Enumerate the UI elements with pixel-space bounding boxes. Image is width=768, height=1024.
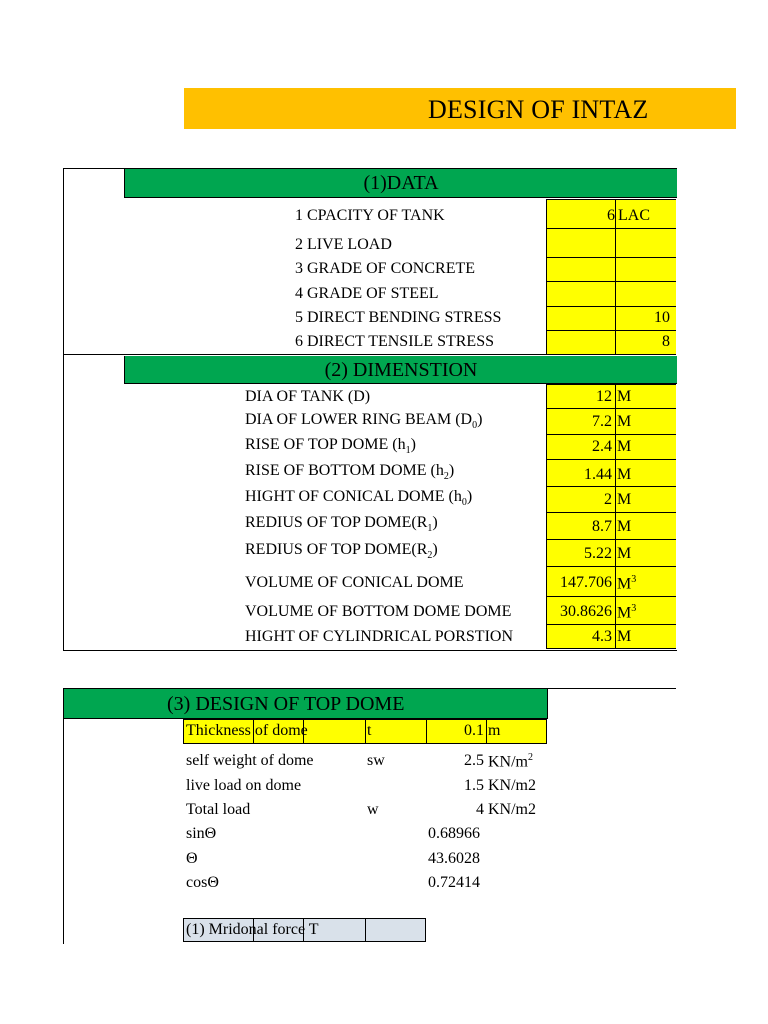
thickness-unit: m — [488, 722, 501, 739]
dimension-unit: M — [617, 388, 632, 405]
thickness-value: 0.1 — [464, 722, 484, 739]
grid-line — [546, 512, 676, 513]
section-header-dimension: (2) DIMENSTION — [124, 356, 677, 384]
section-header-top-dome: (3) DESIGN OF TOP DOME — [64, 689, 548, 719]
grid-line — [546, 228, 676, 229]
load-label: live load on dome — [186, 777, 302, 794]
dimension-unit: M — [617, 545, 632, 562]
dimension-value: 30.8626 — [560, 603, 612, 620]
dimension-label: HIGHT OF CYLINDRICAL PORSTION — [245, 628, 514, 645]
row-number: 6 — [295, 333, 307, 350]
trig-label: Θ — [186, 850, 198, 867]
row-unit: LAC — [618, 207, 650, 224]
load-value: 1.5 — [464, 777, 484, 794]
dimension-value: 12 — [596, 388, 612, 405]
data-row — [295, 333, 675, 353]
page-title: DESIGN OF INTAZ — [428, 95, 649, 124]
row-label: DIRECT BENDING STRESS — [307, 309, 502, 326]
dimension-unit: M — [617, 518, 632, 535]
grid-line — [546, 539, 676, 540]
dimension-label: REDIUS OF TOP $DOME(R_1)$ — [245, 514, 438, 535]
trig-value: 0.72414 — [428, 874, 480, 891]
row-number: 1 — [295, 207, 307, 224]
trig-label: sinΘ — [186, 825, 217, 842]
dimension-label: REDIUS OF TOP $DOME(R_2)$ — [245, 541, 438, 562]
data-row — [295, 309, 675, 329]
row-label: GRADE OF STEEL — [307, 285, 439, 302]
load-unit: KN/m2 — [488, 777, 536, 794]
grid-line — [546, 434, 676, 435]
trig-label: cosΘ — [186, 874, 219, 891]
row-label: LIVE LOAD — [307, 236, 392, 253]
dimension-label: RISE OF BOTTOM DOME $(h_2)$ — [245, 462, 455, 483]
grid-line — [546, 257, 676, 258]
grid-line — [426, 719, 427, 744]
section-header-data: (1)DATA — [124, 169, 677, 198]
dimension-value: 2.4 — [592, 438, 612, 455]
load-symbol: w — [367, 801, 379, 818]
dimension-value: 8.7 — [592, 518, 612, 535]
grid-line — [365, 719, 366, 744]
dimension-value: 4.3 — [592, 628, 612, 645]
load-value: 4 — [476, 801, 484, 818]
dimension-label: RISE OF TOP DOME $(h_1)$ — [245, 436, 416, 457]
data-row — [295, 285, 675, 305]
dimension-unit: $M^3$ — [617, 603, 637, 622]
data-row — [295, 260, 675, 280]
row-number: 3 — [295, 260, 307, 277]
title-bar — [184, 88, 736, 129]
dimension-unit: M — [617, 413, 632, 430]
thickness-symbol: t — [367, 722, 372, 739]
trig-value: 0.68966 — [428, 825, 480, 842]
dimension-value: 1.44 — [584, 466, 612, 483]
grid-line — [486, 719, 487, 744]
row-number: 4 — [295, 285, 307, 302]
load-value: 2.5 — [464, 752, 484, 769]
dimension-label: VOLUME OF BOTTOM DOME DOME — [245, 603, 512, 620]
dimension-value: 5.22 — [584, 545, 612, 562]
load-unit: KN/m2 — [488, 801, 536, 818]
grid-line — [546, 281, 676, 282]
row-number: 2 — [295, 236, 307, 253]
row-label: DIRECT TENSILE STRESS — [307, 333, 494, 350]
load-symbol: sw — [367, 752, 385, 769]
dimension-unit: M — [617, 491, 632, 508]
section3-left-rule — [63, 688, 64, 944]
dimension-label: VOLUME OF CONICAL DOME — [245, 574, 464, 591]
dimension-unit: M — [617, 466, 632, 483]
dimension-unit: M — [617, 628, 632, 645]
row-value: 6 — [607, 207, 615, 224]
grid-line — [546, 566, 676, 567]
row-label: CPACITY OF TANK — [307, 207, 445, 224]
dimension-value: 147.706 — [560, 574, 612, 591]
dimension-unit: M — [617, 438, 632, 455]
grid-line — [546, 408, 676, 409]
load-unit: $KN/m^2$ — [488, 752, 533, 771]
force-label: (1) Mridonal force T — [186, 921, 319, 938]
dimension-label: DIA OF LOWER RING BEAM $(D_0)$ — [245, 411, 483, 432]
dimension-label: HIGHT OF CONICAL DOME $(h_0)$ — [245, 488, 473, 509]
grid-line — [546, 624, 676, 625]
grid-line — [365, 918, 366, 942]
grid-line — [546, 330, 676, 331]
grid-line — [546, 486, 676, 487]
dimension-value: 2 — [604, 491, 612, 508]
trig-value: 43.6028 — [428, 850, 480, 867]
data-row — [295, 207, 675, 227]
row-number: 5 — [295, 309, 307, 326]
data-row — [295, 236, 675, 256]
grid-line — [546, 306, 676, 307]
row-label: GRADE OF CONCRETE — [307, 260, 476, 277]
row-value-2: 10 — [654, 309, 670, 326]
load-label: self weight of dome — [186, 752, 314, 769]
row-value-2: 8 — [662, 333, 670, 350]
load-label: Total load — [186, 801, 251, 818]
grid-line — [546, 596, 676, 597]
dimension-label: DIA OF TANK (D) — [245, 388, 371, 405]
thickness-label: Thickness of dome — [186, 722, 308, 739]
grid-line — [546, 459, 676, 460]
dimension-value: 7.2 — [592, 413, 612, 430]
dimension-unit: $M^3$ — [617, 574, 637, 593]
